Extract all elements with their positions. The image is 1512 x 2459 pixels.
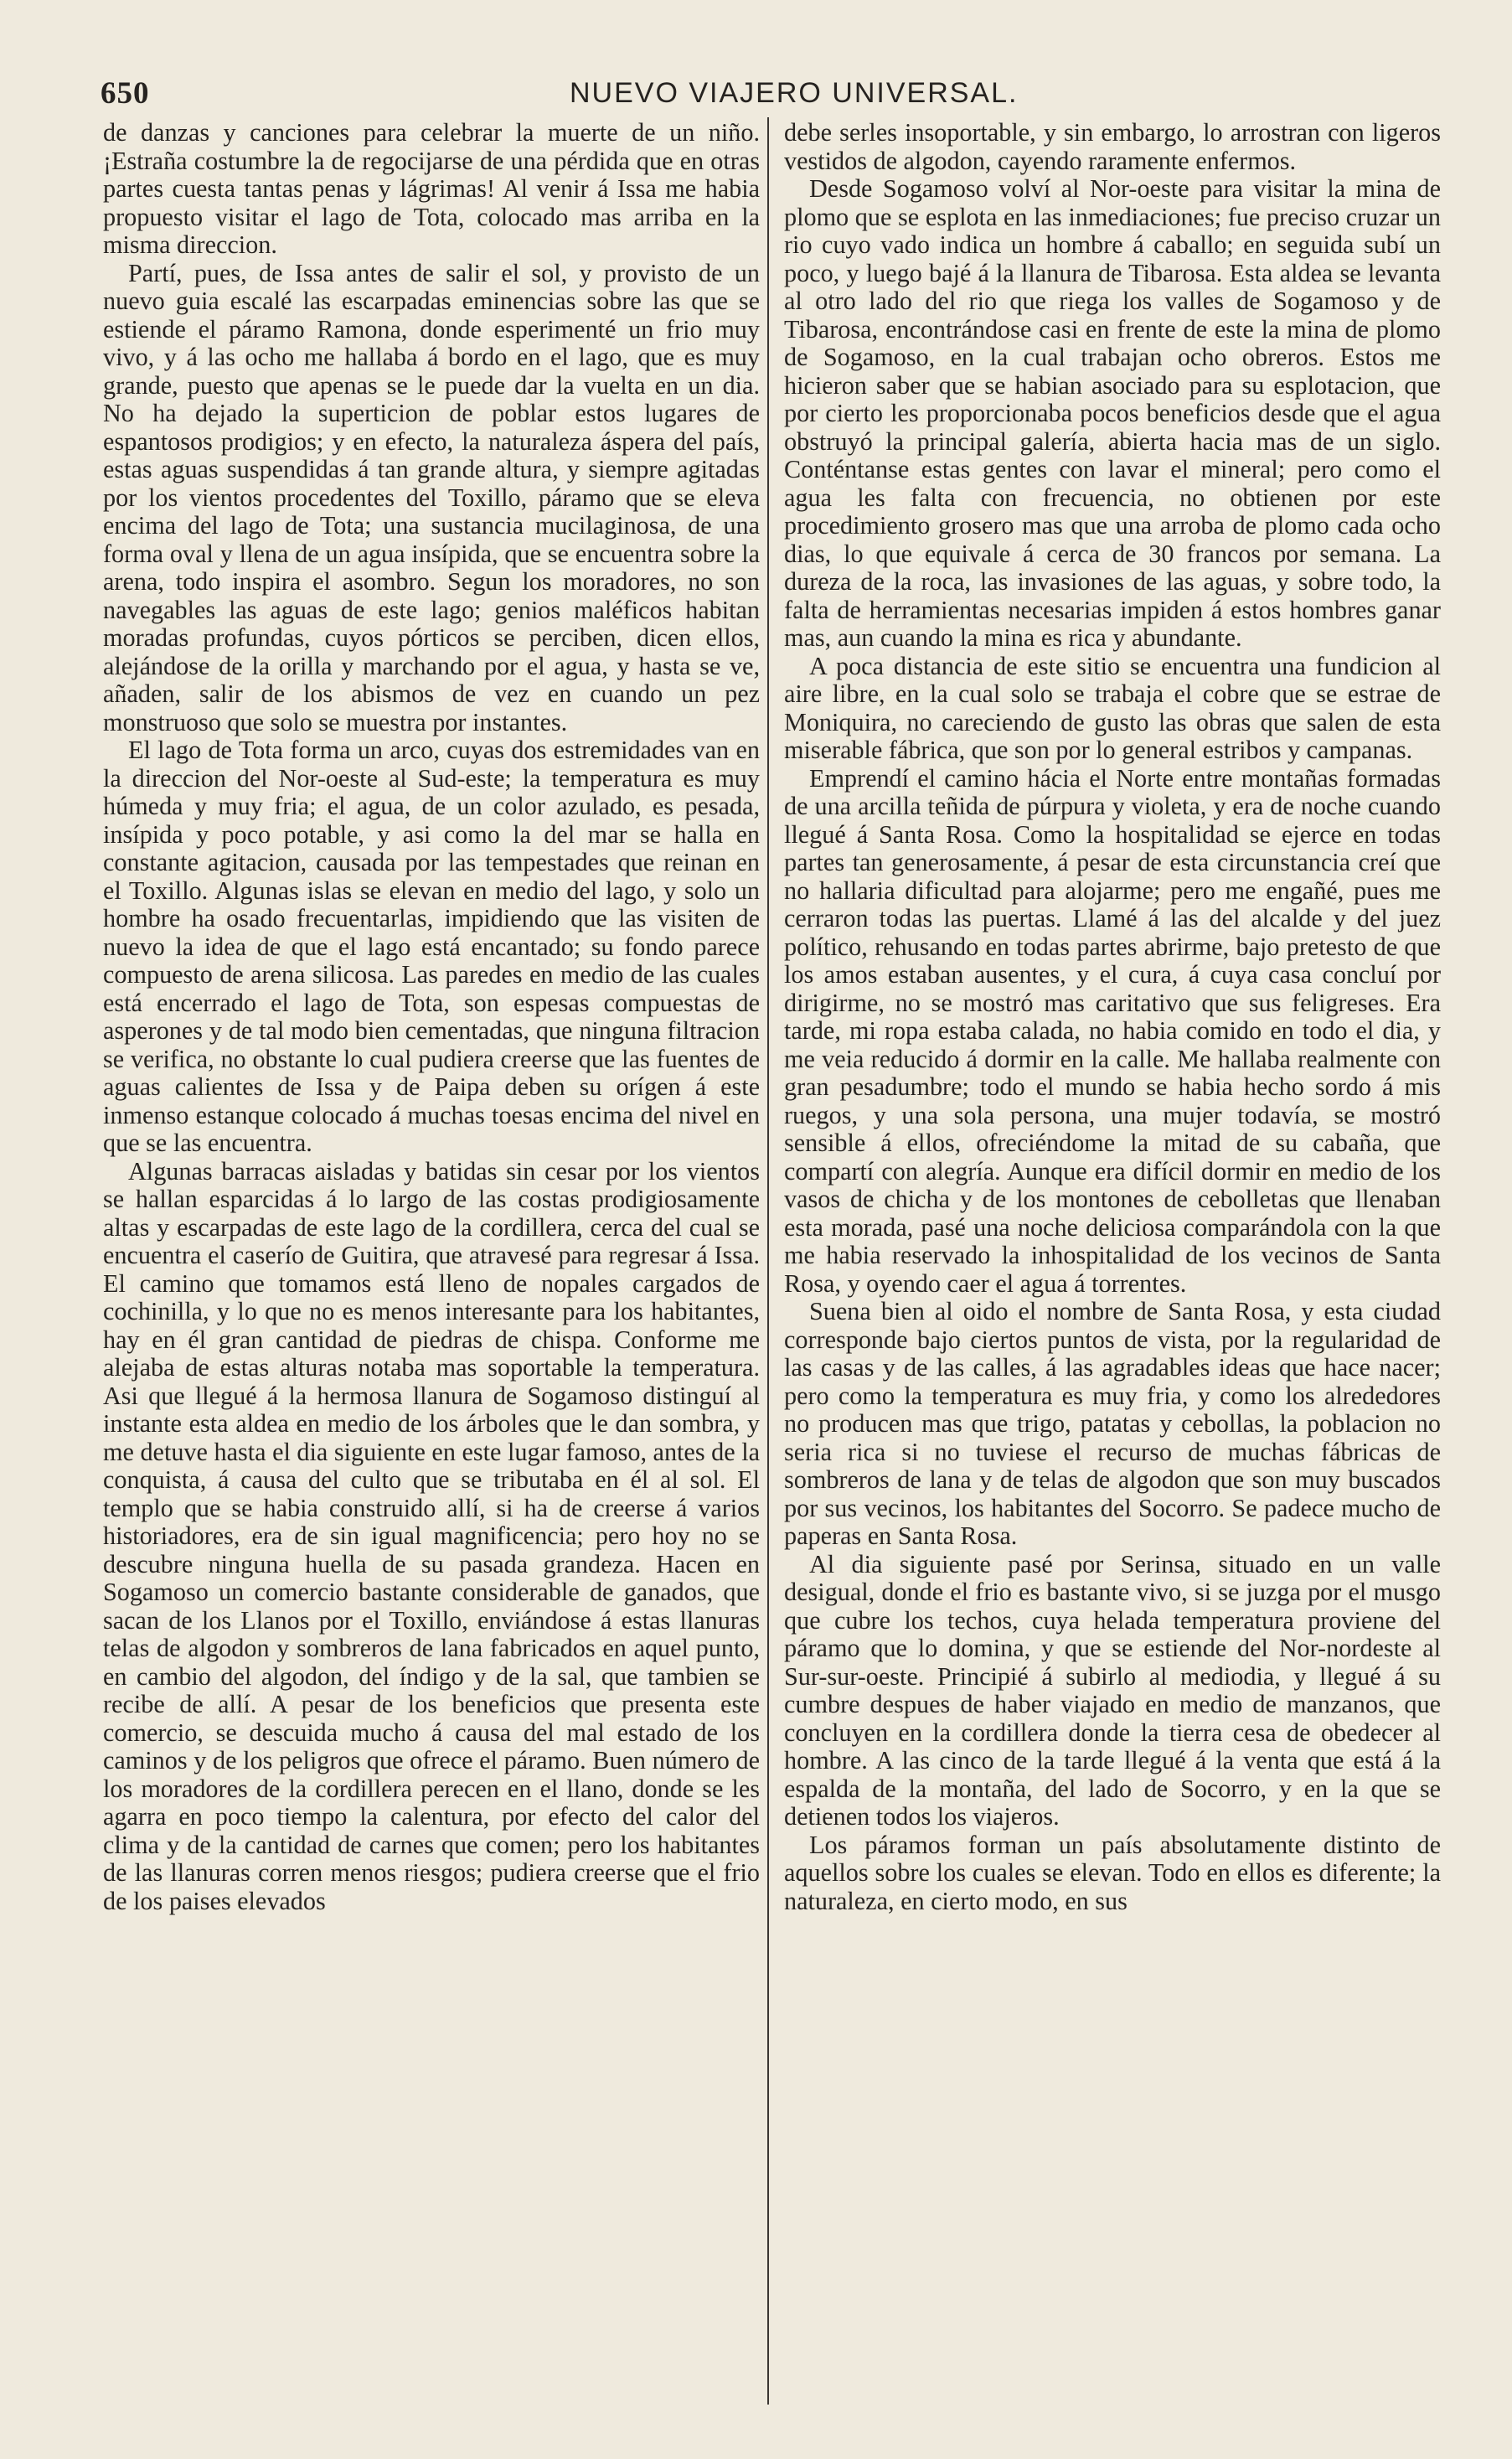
paragraph: Emprendí el camino hácia el Norte entre montañas formadas de una arcilla teñida de púrpura y violeta, y era de noche cuando llegué á Santa Rosa. Como la hospitalidad se ejerce en todas partes tan generosamente, á pesar de esta circunstancia creí que no hallaria dificultad para alojarme; pero me engañé, pues me cerraron todas las puertas. Llamé á las del alcalde y del juez político, rehusando en todas partes abrirme, bajo pretesto de que los amos estaban ausentes, y el cura, á cuya casa concluí por dirigirme, no se mostró mas caritativo que sus feligreses. Era tarde, mi ropa estaba calada, no habia comido en todo el dia, y me veia reducido á dormir en la calle. Me hallaba realmente con gran pesadumbre; todo el mundo se habia hecho sordo á mis ruegos, y una sola persona, una mujer todavía, se mostró sensible á ellos, ofreciéndome la mitad de su cabaña, que compartí con alegría. Aunque era difícil dormir en medio de los vasos de chicha y de los montones de cebolletas que llenaban esta morada, pasé una noche deliciosa comparándola con la que me habia reservado la inhospitalidad de los vecinos de Santa Rosa, y oyendo caer el agua á torrentes.	[784, 763, 1441, 1298]
paragraph: El lago de Tota forma un arco, cuyas dos estremidades van en la direccion del Nor-oeste al Sud-este; la temperatura es muy húmeda y muy fria; el agua, de un color azulado, es pesada, insípida y poco potable, y asi como la del mar se halla en constante agitacion, causada por las tempestades que reinan en el Toxillo. Algunas islas se elevan en medio del lago, y solo un hombre ha osado frecuentarlas, impidiendo que las visiten de nuevo la idea de que el lago está encantado; su fondo parece compuesto de arena silicosa. Las paredes en medio de las cuales está encerrado el lago de Tota, son espesas compuestas de asperones y de tal modo bien cementadas, que ninguna filtracion se verifica, no obstante lo cual pudiera creerse que las fuentes de aguas calientes de Issa y de Paipa deben su orígen á este inmenso estanque colocado á muchas toesas encima del nivel en que se las encuentra.	[103, 736, 760, 1157]
paragraph: Algunas barracas aisladas y batidas sin cesar por los vientos se hallan esparcidas á lo largo de las costas prodigiosamente altas y escarpadas de este lago de la cordillera, cerca del cual se encuentra el caserío de Guitira, que atravesé para regresar á Issa. El camino que tomamos está lleno de nopales cargados de cochinilla, y lo que no es menos interesante para los habitantes, hay en él gran cantidad de piedras de chispa. Conforme me alejaba de estas alturas notaba mas soportable la temperatura. Asi que llegué á la hermosa llanura de Sogamoso distinguí al instante esta aldea en medio de los árboles que le dan sombra, y me detuve hasta el dia siguiente en este lugar famoso, antes de la conquista, á causa del culto que se tributaba en él al sol. El templo que se habia construido allí, si ha de creerse á varios historiadores, era de sin igual magnificencia; pero hoy no se descubre ninguna huella de su pasada grandeza. Hacen en Sogamoso un comercio bastante considerable de ganados, que sacan de los Llanos por el Toxillo, enviándose á estas llanuras telas de algodon y sombreros de lana fabricados en aquel punto, en cambio del algodon, del índigo y de la sal, que tambien se recibe de allí. A pesar de los beneficios que presenta este comercio, se descuida mucho á causa del mal estado de los caminos y de los peligros que ofrece el páramo. Buen número de los moradores de la cordillera perecen en el llano, donde se les agarra en poco tiempo la calentura, por efecto del calor del clima y de la cantidad de carnes que comen; pero los habitantes de las llanuras corren menos riesgos; pudiera creerse que el frio de los paises elevados	[103, 1156, 760, 1915]
running-title: NUEVO VIAJERO UNIVERSAL.	[570, 77, 1019, 109]
column-divider	[767, 117, 769, 2405]
page-number: 650	[101, 76, 150, 111]
paragraph: Los páramos forman un país absolutamente distinto de aquellos sobre los cuales se elevan. Todo en ellos es diferente; la naturaleza, en cierto modo, en sus	[784, 1830, 1441, 1915]
paragraph: A poca distancia de este sitio se encuentra una fundicion al aire libre, en la cual solo se trabaja el cobre que se estrae de Moniquira, no careciendo de gusto las obras que salen de esta miserable fábrica, que son por lo general estribos y campanas.	[784, 651, 1441, 764]
paragraph: Partí, pues, de Issa antes de salir el sol, y provisto de un nuevo guia escalé las escarpadas eminencias sobre las que se estiende el páramo Ramona, donde esperimenté un frio muy vivo, y á las ocho me hallaba á bordo en el lago, que es muy grande, puesto que apenas se le puede dar la vuelta en un dia. No ha dejado la superticion de poblar estos lugares de espantosos prodigios; y en efecto, la naturaleza áspera del país, estas aguas suspendidas á tan grande altura, y siempre agitadas por los vientos procedentes del Toxillo, páramo que se eleva encima del lago de Tota; una sustancia mucilaginosa, de una forma oval y llena de un agua insípida, que se encuentra sobre la arena, todo inspira el asombro. Segun los moradores, no son navegables las aguas de este lago; genios maléficos habitan moradas profundas, cuyos pórticos se perciben, dicen ellos, alejándose de la orilla y marchando por el agua, y hasta se ve, añaden, salir de los abismos de vez en cuando un pez monstruoso que solo se muestra por instantes.	[103, 258, 760, 736]
paragraph: debe serles insoportable, y sin embargo, lo arrostran con ligeros vestidos de algodon, cayendo raramente enfermos.	[784, 118, 1441, 175]
paragraph: Desde Sogamoso volví al Nor-oeste para visitar la mina de plomo que se esplota en las inmediaciones; fue preciso cruzar un rio cuyo vado indica un hombre á caballo; en seguida subí un poco, y luego bajé á la llanura de Tibarosa. Esta aldea se levanta al otro lado del rio que riega los valles de Sogamoso y de Tibarosa, encontrándose casi en frente de este la mina de plomo de Sogamoso, en la cual trabajan ocho obreros. Estos me hicieron saber que se habian asociado para su esplotacion, que por cierto les proporcionaba pocos beneficios desde que el agua obstruyó la principal galería, abierta hacia mas de un siglo. Conténtanse estas gentes con lavar el mineral; pero como el agua les falta con frecuencia, no obtienen por este procedimiento grosero mas que una arroba de plomo cada ocho dias, lo que equivale á cerca de 30 francos por semana. La dureza de la roca, las invasiones de las aguas, y sobre todo, la falta de herramientas necesarias impiden á estos hombres ganar mas, aun cuando la mina es rica y abundante.	[784, 174, 1441, 652]
paragraph: Suena bien al oido el nombre de Santa Rosa, y esta ciudad corresponde bajo ciertos puntos de vista, por la regularidad de las casas y de las calles, á las agradables ideas que hace nacer; pero como la temperatura es muy fria, y como los alrededores no producen mas que trigo, patatas y cebollas, la poblacion no seria rica si no tuviese el recurso de muchas fábricas de sombreros de lana y de telas de algodon que son muy buscados por sus vecinos, los habitantes del Socorro. Se padece mucho de paperas en Santa Rosa.	[784, 1297, 1441, 1550]
right-column	[784, 119, 1441, 1915]
paragraph: Al dia siguiente pasé por Serinsa, situado en un valle desigual, donde el frio es bastante vivo, si se juzga por el musgo que cubre los techos, cuya helada temperatura proviene del páramo que lo domina, y que se estiende del Nor-nordeste al Sur-sur-oeste. Principié á subirlo al mediodia, y llegué á su cumbre despues de haber viajado en medio de manzanos, que concluyen en la cordillera donde la tierra cesa de obedecer al hombre. A las cinco de la tarde llegué á la venta que está á la espalda de la montaña, del lado de Socorro, y en la que se detienen todos los viajeros.	[784, 1549, 1441, 1831]
left-column	[103, 119, 760, 1915]
page-header	[101, 70, 1441, 114]
paragraph: de danzas y canciones para celebrar la muerte de un niño. ¡Estraña costumbre la de regocijarse de una pérdida que en otras partes cuesta tantas penas y lágrimas! Al venir á Issa me habia propuesto visitar el lago de Tota, colocado mas arriba en la misma direccion.	[103, 118, 760, 259]
